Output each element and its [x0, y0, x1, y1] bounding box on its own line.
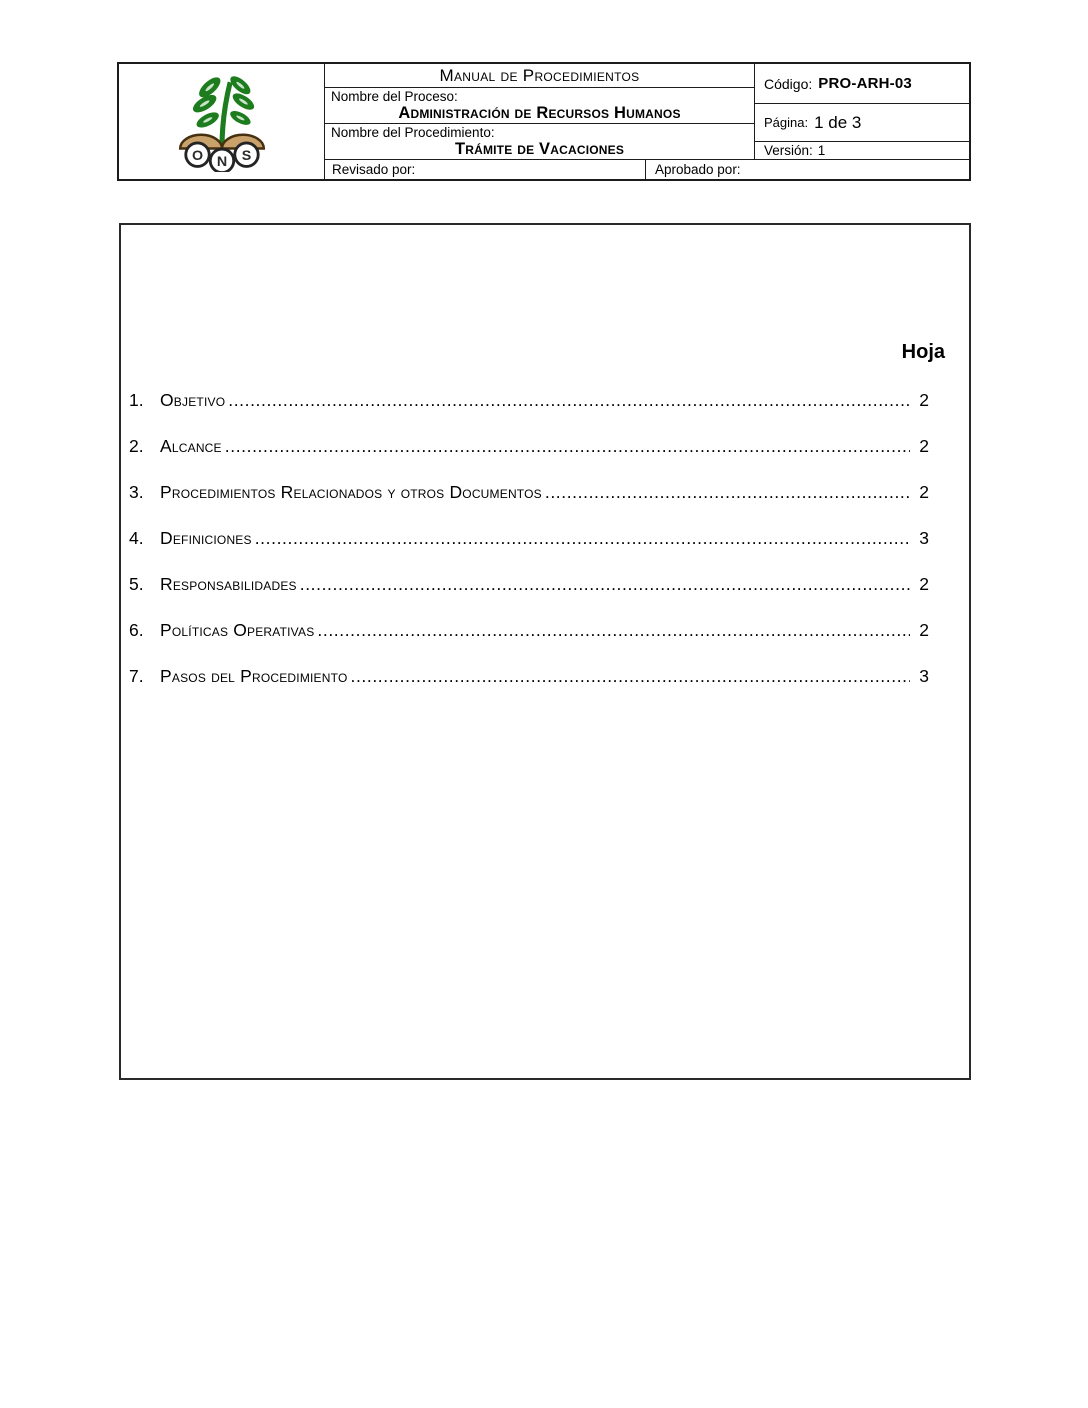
toc-item-page: 3	[919, 528, 929, 548]
logo-letter-n: N	[216, 153, 227, 170]
code-cell	[755, 64, 969, 104]
toc-item-label: Pasos del Procedimiento	[160, 666, 348, 686]
version-label: Versión:	[764, 143, 813, 158]
procedure-label: Nombre del Procedimiento:	[331, 125, 495, 140]
toc-item-page: 2	[919, 620, 929, 640]
code-value: PRO-ARH-03	[818, 75, 912, 92]
dot-leader	[228, 390, 910, 411]
toc-item-number: 6.	[129, 620, 144, 640]
toc-item-pasos-del-procedimiento	[121, 666, 969, 712]
signature-row	[325, 159, 969, 179]
process-label: Nombre del Proceso:	[331, 89, 458, 104]
dot-leader	[545, 482, 910, 503]
toc-item-page: 2	[919, 436, 929, 456]
code-label: Código:	[764, 75, 813, 92]
dot-leader	[350, 666, 910, 687]
toc-item-definiciones	[121, 528, 969, 574]
logo-letter-s: S	[241, 147, 251, 164]
dot-leader	[300, 574, 910, 595]
page-label: Página:	[764, 115, 809, 130]
toc-item-label: Alcance	[160, 436, 222, 456]
header-right-column	[755, 64, 969, 159]
manual-title-text: Manual de Procedimientos	[439, 65, 640, 85]
logo-letter-o: O	[191, 147, 203, 164]
toc-item-page: 2	[919, 390, 929, 410]
toc-box	[119, 223, 971, 1080]
procedure-name: Trámite de Vacaciones	[454, 140, 625, 158]
toc-item-label: Responsabilidades	[160, 574, 297, 594]
toc-item-number: 4.	[129, 528, 144, 548]
header-middle-column	[325, 64, 755, 159]
toc-item-number: 7.	[129, 666, 144, 686]
dot-leader	[225, 436, 910, 457]
toc-item-objetivo	[121, 390, 969, 436]
toc-item-label: Políticas Operativas	[160, 620, 315, 640]
page-value: 1 de 3	[814, 112, 862, 132]
page-cell	[755, 104, 969, 142]
toc-item-page: 2	[919, 482, 929, 502]
toc-item-alcance	[121, 436, 969, 482]
toc-item-procedimientos-relacionados	[121, 482, 969, 528]
dot-leader	[317, 620, 910, 641]
toc-item-page: 3	[919, 666, 929, 686]
toc-item-label: Definiciones	[160, 528, 252, 548]
toc-item-number: 1.	[129, 390, 144, 410]
header-top-section	[325, 64, 969, 159]
process-row	[325, 88, 754, 124]
toc-item-number: 5.	[129, 574, 144, 594]
toc-item-number: 2.	[129, 436, 144, 456]
logo-cell	[119, 64, 325, 179]
version-cell	[755, 142, 969, 159]
version-value: 1	[817, 143, 826, 158]
header-body	[325, 64, 969, 179]
toc-page-column-header: Hoja	[901, 341, 945, 363]
ons-seed-logo-icon	[170, 72, 274, 172]
dot-leader	[255, 528, 910, 549]
manual-title	[325, 64, 754, 88]
toc-item-number: 3.	[129, 482, 144, 502]
reviewed-by-cell: Revisado por:	[325, 160, 646, 179]
table-of-contents	[121, 390, 969, 712]
toc-item-label: Objetivo	[160, 390, 226, 410]
process-name: Administración de Recursos Humanos	[398, 104, 681, 122]
toc-item-politicas-operativas	[121, 620, 969, 666]
header-table	[117, 62, 971, 181]
procedure-row	[325, 124, 754, 159]
toc-item-responsabilidades	[121, 574, 969, 620]
toc-item-label: Procedimientos Relacionados y otros Documentos	[160, 482, 542, 502]
toc-item-page: 2	[919, 574, 929, 594]
approved-by-cell: Aprobado por:	[655, 162, 741, 177]
